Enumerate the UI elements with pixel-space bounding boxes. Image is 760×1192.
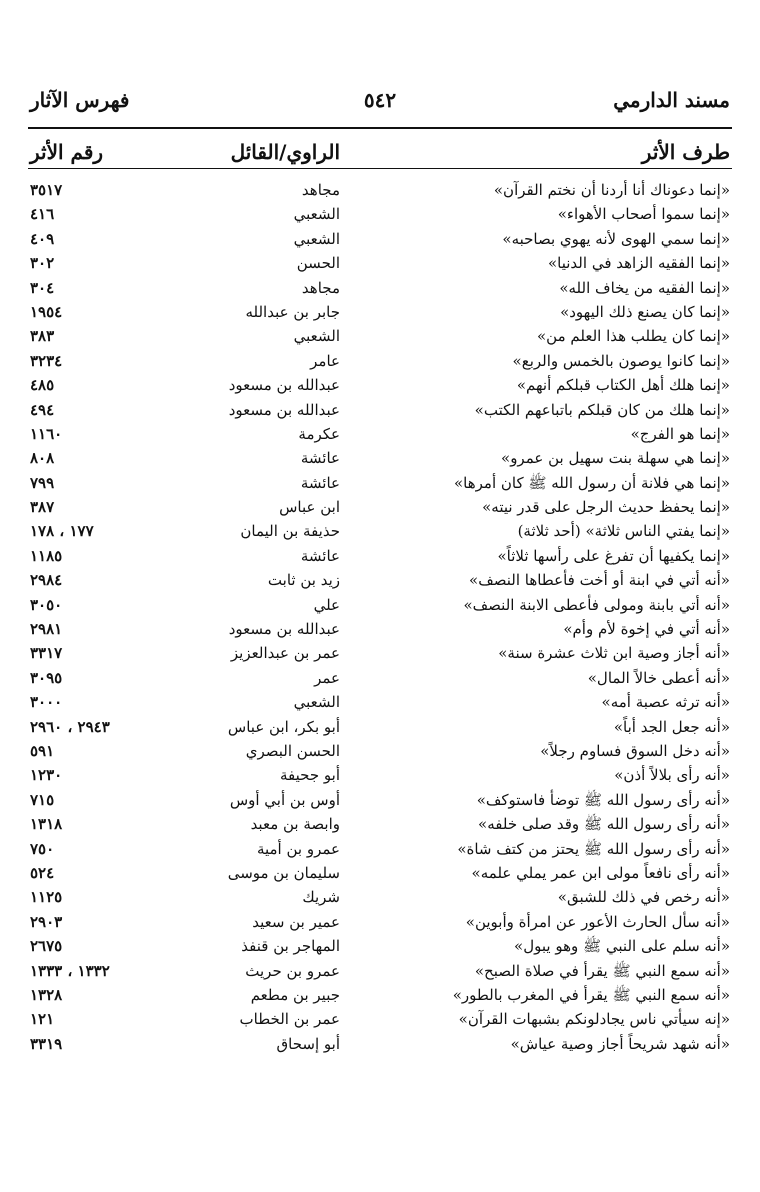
athar-number: ١٣٢٨ <box>30 985 63 1004</box>
athar-text: «إنه سيأتي ناس يجادلونكم بشبهات القرآن» <box>458 1010 730 1029</box>
rawi-name: عائشة <box>300 546 340 565</box>
athar-text: «أنه جعل الجد أباً» <box>613 717 730 736</box>
athar-number: ٤٠٩ <box>30 229 55 248</box>
table-row <box>0 181 760 205</box>
athar-number: ١١٦٠ <box>30 424 63 443</box>
header-rule <box>28 127 732 129</box>
rawi-name: عمر <box>314 668 340 687</box>
athar-number: ٣٠٤ <box>30 278 55 297</box>
rawi-name: جبير بن مطعم <box>250 985 340 1004</box>
athar-text: «إنما الفقيه من يخاف الله» <box>559 278 730 297</box>
athar-text: «أنه سلم على النبي ﷺ وهو يبول» <box>514 937 730 956</box>
table-row <box>0 888 760 912</box>
athar-number: ٤١٦ <box>30 205 55 224</box>
rawi-name: حذيفة بن اليمان <box>240 522 340 541</box>
table-row <box>0 547 760 571</box>
athar-text: «أنه أجاز وصية ابن ثلاث عشرة سنة» <box>498 644 730 663</box>
athar-number: ٤٨٥ <box>30 376 55 395</box>
athar-number: ٤٩٤ <box>30 400 55 419</box>
athar-text: «أنه دخل السوق فساوم رجلاً» <box>540 741 730 760</box>
athar-text: «أنه سأل الحارث الأعور عن امرأة وأبوين» <box>465 912 730 931</box>
athar-number: ٢٦٧٥ <box>30 937 63 956</box>
table-row <box>0 254 760 278</box>
athar-text: «إنما هلك أهل الكتاب قبلكم أنهم» <box>516 376 730 395</box>
athar-number: ٣٢٣٤ <box>30 351 63 370</box>
rawi-name: الشعبي <box>293 229 340 248</box>
athar-text: «أنه ترثه عصبة أمه» <box>601 693 730 712</box>
athar-text: «أنه أعطى خالاً المال» <box>587 668 730 687</box>
athar-number: ٢٩٨٤ <box>30 571 63 590</box>
table-row <box>0 1010 760 1034</box>
athar-number: ٣٥١٧ <box>30 181 63 199</box>
rawi-name: سليمان بن موسى <box>227 863 340 882</box>
athar-text: «أنه رأى رسول الله ﷺ يحتز من كتف شاة» <box>457 839 730 858</box>
column-header-rawi: الراوي/القائل <box>230 140 340 164</box>
rawi-name: عائشة <box>300 449 340 468</box>
rawi-name: عمر بن الخطاب <box>239 1010 340 1029</box>
table-row <box>0 620 760 644</box>
athar-number: ١١٢٥ <box>30 888 63 907</box>
athar-number: ٣٨٣ <box>30 327 55 346</box>
table-row <box>0 449 760 473</box>
athar-number: ٧٥٠ <box>30 839 55 858</box>
athar-text: «أنه سمع النبي ﷺ يقرأ في صلاة الصبح» <box>474 961 730 980</box>
table-row <box>0 279 760 303</box>
table-row <box>0 327 760 351</box>
column-header-rule <box>28 168 732 169</box>
table-row <box>0 766 760 790</box>
index-table <box>0 181 760 1059</box>
athar-text: «أنه أتي في إخوة لأم وأم» <box>563 620 730 639</box>
table-row <box>0 571 760 595</box>
athar-number: ٧٩٩ <box>30 473 55 492</box>
rawi-name: عبدالله بن مسعود <box>228 620 340 639</box>
athar-text: «إنما يكفيها أن تفرغ على رأسها ثلاثاً» <box>497 546 730 565</box>
athar-text: «أنه رخص في ذلك للشبق» <box>557 888 730 907</box>
athar-number: ٥٩١ <box>30 741 55 760</box>
athar-text: «أنه شهد شريحاً أجاز وصية عياش» <box>510 1034 730 1053</box>
table-row <box>0 205 760 229</box>
rawi-name: شريك <box>302 888 340 907</box>
athar-text: «إنما هلك من كان قبلكم باتباعهم الكتب» <box>474 400 730 419</box>
table-row <box>0 718 760 742</box>
column-header-athar: طرف الأثر <box>641 140 730 164</box>
athar-number: ٣٣١٩ <box>30 1034 63 1053</box>
athar-text: «إنما هي فلانة أن رسول الله ﷺ كان أمرها» <box>453 473 730 492</box>
athar-number: ٢٩٤٣ ، ٢٩٦٠ <box>30 717 110 736</box>
table-row <box>0 401 760 425</box>
rawi-name: أبو بكر، ابن عباس <box>227 717 340 736</box>
table-row <box>0 303 760 327</box>
rawi-name: عبدالله بن مسعود <box>228 400 340 419</box>
table-row <box>0 425 760 449</box>
table-row <box>0 693 760 717</box>
rawi-name: عمر بن عبدالعزيز <box>230 644 340 663</box>
rawi-name: المهاجر بن قنفذ <box>241 937 340 956</box>
athar-number: ٨٠٨ <box>30 449 55 468</box>
athar-text: «إنما كان يطلب هذا العلم من» <box>536 327 730 346</box>
table-row <box>0 840 760 864</box>
athar-number: ٣٠٥٠ <box>30 595 63 614</box>
table-row <box>0 669 760 693</box>
athar-text: «أنه رأى نافعاً مولى ابن عمر يملي علمه» <box>471 863 730 882</box>
table-row <box>0 962 760 986</box>
table-row <box>0 1035 760 1059</box>
rawi-name: زيد بن ثابت <box>267 571 340 590</box>
athar-text: «إنما سمي الهوى لأنه يهوي بصاحبه» <box>502 229 730 248</box>
rawi-name: ابن عباس <box>279 498 340 517</box>
table-row <box>0 864 760 888</box>
table-row <box>0 596 760 620</box>
athar-number: ٣٠٠٠ <box>30 693 63 712</box>
athar-number: ١٣١٨ <box>30 815 63 834</box>
table-row <box>0 815 760 839</box>
athar-text: «أنه أتي في ابنة أو أخت فأعطاها النصف» <box>469 571 730 590</box>
athar-text: «إنما كان يصنع ذلك اليهود» <box>560 302 730 321</box>
book-title: مسند الدارمي <box>613 88 730 112</box>
athar-text: «أنه سمع النبي ﷺ يقرأ في المغرب بالطور» <box>452 985 730 1004</box>
rawi-name: الحسن <box>296 254 340 273</box>
athar-number: ٣٠٢ <box>30 254 55 273</box>
rawi-name: وابصة بن معبد <box>250 815 340 834</box>
athar-number: ١٩٥٤ <box>30 302 63 321</box>
athar-text: «إنما هي سهلة بنت سهيل بن عمرو» <box>501 449 730 468</box>
rawi-name: عمرو بن أمية <box>256 839 340 858</box>
table-row <box>0 352 760 376</box>
column-header-number: رقم الأثر <box>30 140 104 164</box>
rawi-name: الشعبي <box>293 327 340 346</box>
table-row <box>0 986 760 1010</box>
table-row <box>0 644 760 668</box>
section-title: فهرس الآثار <box>30 88 130 112</box>
athar-text: «إنما الفقيه الزاهد في الدنيا» <box>547 254 730 273</box>
rawi-name: الشعبي <box>293 693 340 712</box>
page-number: ٥٤٢ <box>363 88 397 112</box>
athar-text: «إنما سموا أصحاب الأهواء» <box>557 205 730 224</box>
table-row <box>0 522 760 546</box>
table-row <box>0 474 760 498</box>
athar-number: ١٧٧ ، ١٧٨ <box>30 522 94 541</box>
rawi-name: مجاهد <box>301 278 340 297</box>
rawi-name: الحسن البصري <box>245 741 340 760</box>
athar-text: «أنه رأى بلالاً أذن» <box>614 766 730 785</box>
rawi-name: عبدالله بن مسعود <box>228 376 340 395</box>
table-row <box>0 791 760 815</box>
athar-text: «أنه رأى رسول الله ﷺ وقد صلى خلفه» <box>478 815 730 834</box>
athar-text: «إنما كانوا يوصون بالخمس والربع» <box>512 351 730 370</box>
rawi-name: عمير بن سعيد <box>252 912 340 931</box>
athar-text: «أنه أتي بابنة ومولى فأعطى الابنة النصف» <box>463 595 730 614</box>
athar-text: «إنما دعوناك أنا أردنا أن نختم القرآن» <box>493 181 730 199</box>
athar-text: «إنما يفتي الناس ثلاثة» (أحد ثلاثة) <box>517 522 730 541</box>
rawi-name: علي <box>313 595 340 614</box>
athar-number: ١١٨٥ <box>30 546 63 565</box>
athar-number: ٧١٥ <box>30 790 55 809</box>
athar-text: «أنه رأى رسول الله ﷺ توضأ فاستوكف» <box>476 790 730 809</box>
table-row <box>0 498 760 522</box>
rawi-name: عامر <box>310 351 340 370</box>
athar-number: ٣٠٩٥ <box>30 668 63 687</box>
table-row <box>0 230 760 254</box>
rawi-name: أوس بن أبي أوس <box>229 790 340 809</box>
rawi-name: أبو إسحاق <box>276 1034 340 1053</box>
rawi-name: جابر بن عبدالله <box>245 302 340 321</box>
athar-number: ٣٨٧ <box>30 498 55 517</box>
table-row <box>0 376 760 400</box>
table-row <box>0 913 760 937</box>
athar-text: «إنما هو الفرج» <box>630 424 730 443</box>
table-row <box>0 937 760 961</box>
athar-number: ٢٩٠٣ <box>30 912 63 931</box>
rawi-name: عائشة <box>300 473 340 492</box>
athar-number: ٣٣١٧ <box>30 644 63 663</box>
athar-number: ١٢١ <box>30 1010 55 1029</box>
rawi-name: عمرو بن حريث <box>245 961 340 980</box>
table-row <box>0 742 760 766</box>
rawi-name: أبو جحيفة <box>280 766 340 785</box>
athar-number: ١٣٣٢ ، ١٣٣٣ <box>30 961 110 980</box>
rawi-name: مجاهد <box>301 181 340 199</box>
athar-number: ٢٩٨١ <box>30 620 63 639</box>
athar-number: ٥٢٤ <box>30 863 55 882</box>
rawi-name: الشعبي <box>293 205 340 224</box>
athar-text: «إنما يحفظ حديث الرجل على قدر نيته» <box>482 498 730 517</box>
athar-number: ١٢٣٠ <box>30 766 63 785</box>
rawi-name: عكرمة <box>298 424 340 443</box>
